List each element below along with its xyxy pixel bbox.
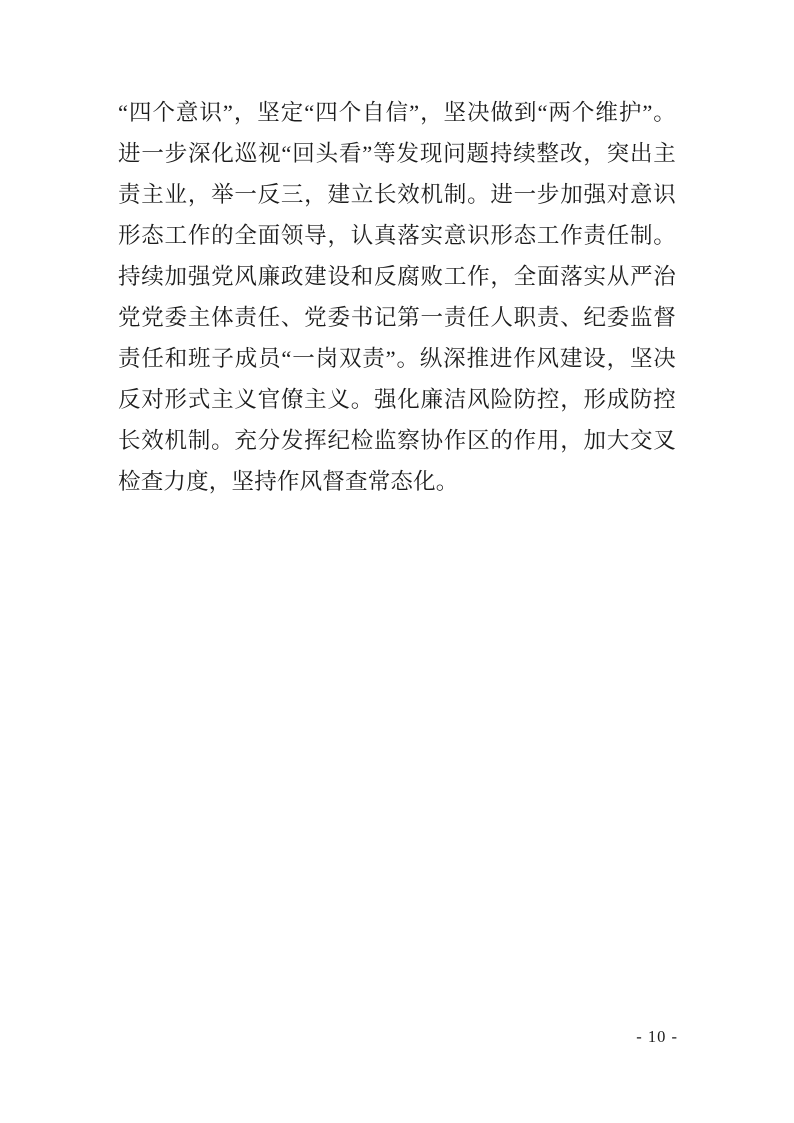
page-body [118,92,676,502]
body-paragraph: “四个意识”，坚定“四个自信”，坚决做到“两个维护”。进一步深化巡视“回头看”等发现问题持续整改，突出主责主业，举一反三，建立长效机制。进一步加强对意识形态工作的全面领导，认真落实意识形态工作责任制。持续加强党风廉政建设和反腐败工作，全面落实从严治党党委主体责任、党委书记第一责任人职责、纪委监督责任和班子成员“一岗双责”。纵深推进作风建设，坚决反对形式主义官僚主义。强化廉洁风险防控，形成防控长效机制。充分发挥纪检监察协作区的作用，加大交叉检查力度，坚持作风督查常态化。 [118,100,676,494]
page-number: - 10 - [636,1027,678,1046]
page-footer [0,1003,794,1123]
